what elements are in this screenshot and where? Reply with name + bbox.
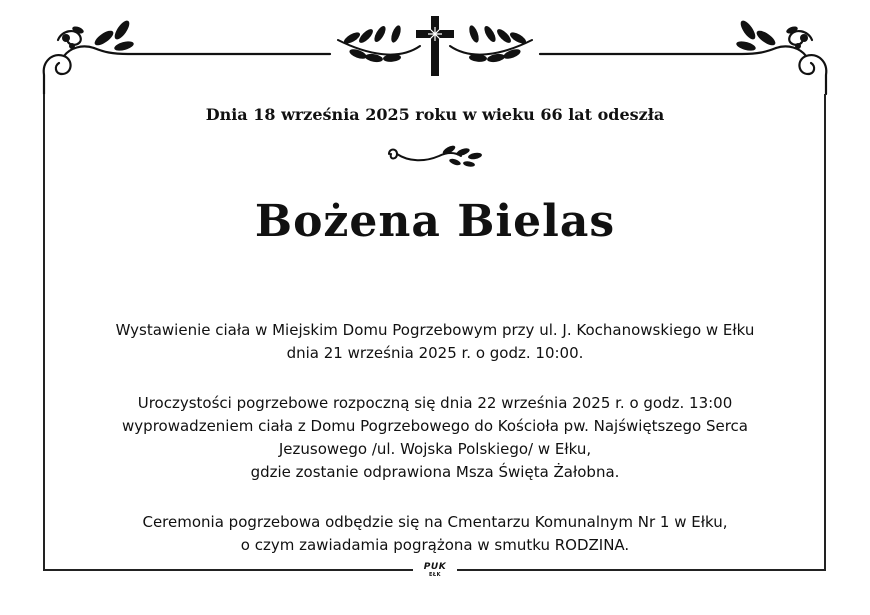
floral-corner-left-leaves-icon — [62, 18, 135, 52]
viewing-paragraph — [50, 319, 820, 365]
burial-paragraph — [50, 511, 820, 557]
logo-main-text: PUK — [423, 562, 447, 572]
frame-right-border — [824, 94, 826, 570]
floral-corner-right-icon — [540, 18, 826, 94]
ceremony-paragraph — [50, 392, 820, 484]
paragraph-line: dnia 21 września 2025 r. o godz. 10:00. — [286, 344, 584, 362]
frame-bottom-border-right — [457, 569, 826, 571]
paragraph-line: Wystawienie ciała w Miejskim Domu Pogrzebowym przy ul. J. Kochanowskiego w Ełku — [115, 321, 755, 339]
leaf-swirl-divider-icon — [385, 142, 485, 172]
puk-logo — [415, 562, 455, 582]
logo-sub-text: EŁK — [428, 572, 441, 578]
top-ornament — [0, 0, 870, 100]
deceased-name: Bożena Bielas — [254, 196, 616, 247]
floral-corner-left-icon — [44, 31, 330, 94]
frame-left-border — [43, 94, 45, 570]
paragraph-line: Jezusowego /ul. Wojska Polskiego/ w Ełku, — [278, 440, 592, 458]
paragraph-line: Ceremonia pogrzebowa odbędzie się na Cmentarzu Komunalnym Nr 1 w Ełku, — [142, 513, 728, 531]
cross-with-laurel-icon — [338, 16, 532, 76]
paragraph-line: wyprowadzeniem ciała z Domu Pogrzebowego do Kościoła pw. Najświętszego Serca — [122, 417, 748, 435]
paragraph-line: gdzie zostanie odprawiona Msza Święta Żałobna. — [250, 463, 620, 481]
paragraph-line: Uroczystości pogrzebowe rozpoczną się dnia 22 września 2025 r. o godz. 13:00 — [137, 394, 733, 412]
notice-intro: Dnia 18 września 2025 roku w wieku 66 lat odeszła — [205, 105, 665, 124]
paragraph-line: o czym zawiadamia pogrążona w smutku RODZINA. — [240, 536, 630, 554]
frame-bottom-border-left — [43, 569, 413, 571]
